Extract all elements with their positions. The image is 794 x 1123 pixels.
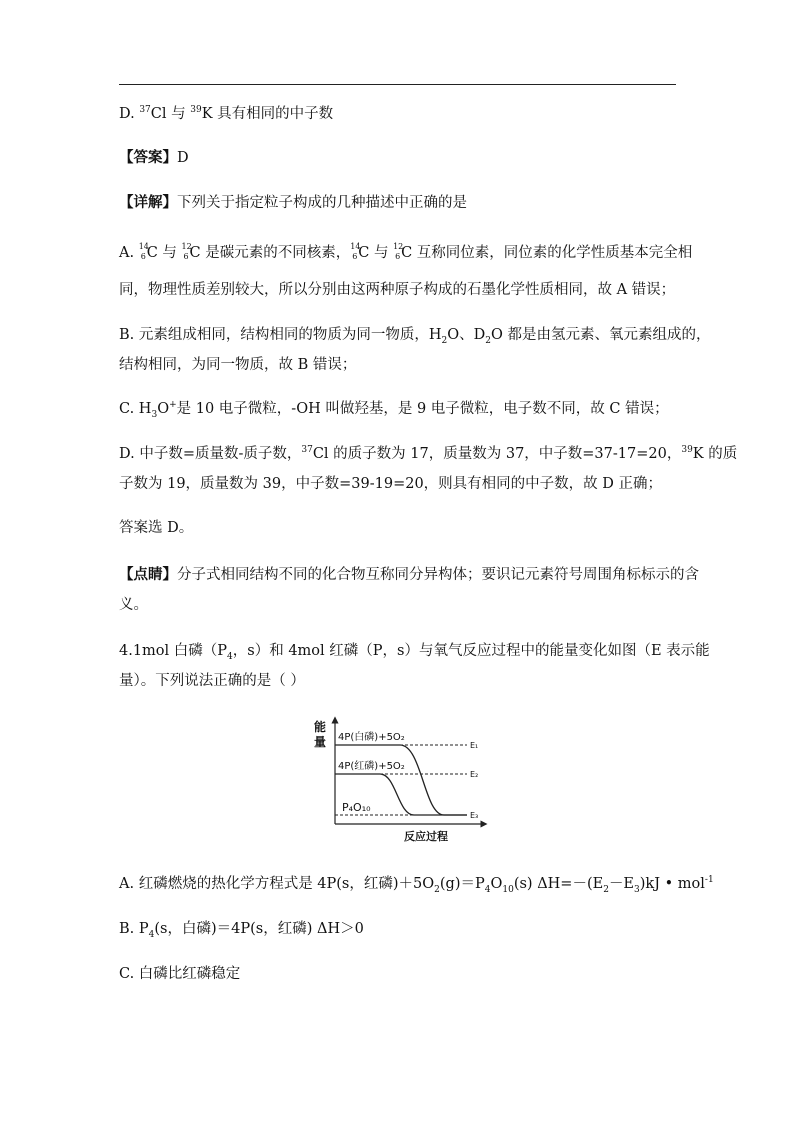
tip-line1: 【点睛】分子式相同结构不同的化合物互称同分异构体；要识记元素符号周围角标标示的含 <box>119 566 699 583</box>
e1-label: E₁ <box>470 741 479 750</box>
e3-label: E₃ <box>470 811 479 820</box>
option-d-statement: D. $^{37}$Cl 与 $^{39}$K 具有相同的中子数 <box>119 105 334 122</box>
white-phosphorus-label: 4P(白磷)+5O₂ <box>338 732 405 743</box>
option-a: A. 红磷燃烧的热化学方程式是 4P(s，红磷)$+5O_2(g)=P_4O_{10}(s)$ $\Delta H=-(E_2-E_3)kJ$ • mol$^{-1}$ <box>119 875 714 895</box>
red-phosphorus-label: 4P(红磷)+5O₂ <box>338 761 405 772</box>
explanation-d-line2: 子数为 19，质量数为 39，中子数=39-19=20，则具有相同的中子数，故 D 正确； <box>119 476 663 492</box>
detail-label: 【详解】 <box>119 194 177 211</box>
answer-value: D <box>177 150 189 166</box>
question-4-line2: 量）。下列说法正确的是（ ） <box>119 673 305 689</box>
explanation-c: C. $H_3O^+$是 10 电子微粒，-OH 叫做羟基，是 9 电子微粒，电子数不同，故 C 错误； <box>119 400 669 420</box>
question-4-line1: 4.1mol 白磷（$P_4$，s）和 4mol 红磷（P，s）与氧气反应过程中的能量变化如图（E 表示能 <box>119 643 710 662</box>
y-axis-label-top: 能 <box>314 720 327 734</box>
energy-diagram <box>312 716 488 844</box>
x-axis-label: 反应过程 <box>404 830 448 843</box>
explanation-d-line1: D. 中子数=质量数-质子数，$^{37}$Cl 的质子数为 17，质量数为 37，中子数=37-17=20，$^{39}$K 的质 <box>119 445 738 462</box>
option-c: C. 白磷比红磷稳定 <box>119 966 241 982</box>
detail-line: 【详解】下列关于指定粒子构成的几种描述中正确的是 <box>119 194 467 211</box>
explanation-b-line1: B. 元素组成相同，结构相同的物质为同一物质，$H_2O$、$D_2O$ 都是由氢元素、氧元素组成的， <box>119 327 711 346</box>
explanation-a-line1: A. 14 6 C 与 12 6 C 是碳元素的不同核素， 14 6 C 与 12 6 C 互称同位素，同位素的化学性质基本完全相 <box>119 242 693 261</box>
explanation-a-line2: 同，物理性质差别较大，所以分别由这两种原子构成的石墨化学性质相同，故 A 错误； <box>119 282 676 298</box>
tip-label: 【点睛】 <box>119 566 177 583</box>
answer-label: 【答案】 <box>119 149 177 166</box>
header-rule <box>119 84 676 85</box>
conclusion-line: 答案选 D。 <box>119 520 194 536</box>
option-b: B. $P_4(s$，白磷)＝4P(s，红磷) ΔH＞0 <box>119 921 364 940</box>
y-axis-label-bottom: 量 <box>314 735 327 749</box>
product-label: P₄O₁₀ <box>342 801 371 814</box>
e2-label: E₂ <box>470 770 479 779</box>
tip-line2: 义。 <box>119 597 148 613</box>
explanation-b-line2: 结构相同，为同一物质，故 B 错误； <box>119 357 357 373</box>
answer-line <box>119 148 189 168</box>
